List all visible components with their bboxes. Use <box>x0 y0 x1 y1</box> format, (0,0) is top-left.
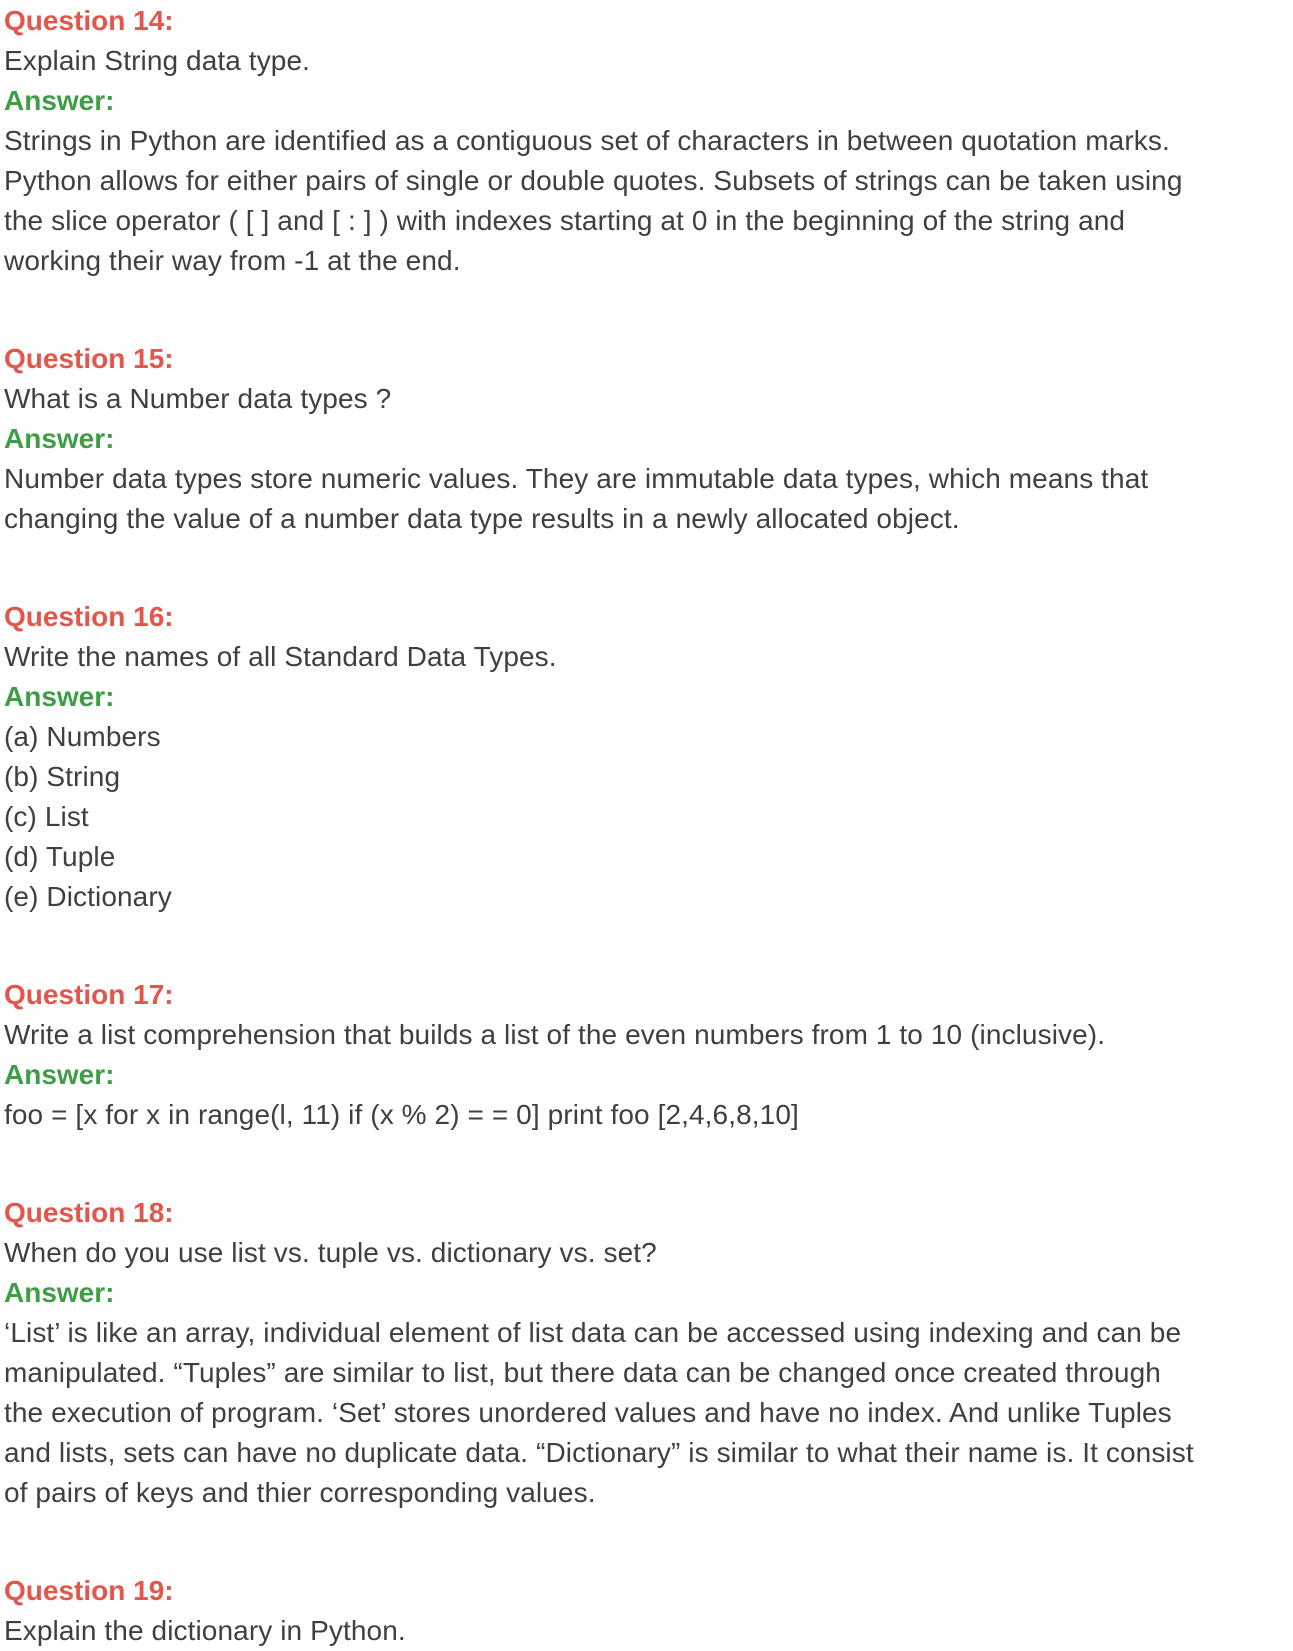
answer-line: Python allows for either pairs of single or double quotes. Subsets of strings can be taken using <box>4 165 1183 196</box>
question-heading: Question 15: <box>4 343 174 374</box>
answer-heading: Answer: <box>4 681 115 712</box>
qa-block-14 <box>4 1 1293 281</box>
qa-block-18 <box>4 1193 1293 1513</box>
answer-line: of pairs of keys and thier corresponding values. <box>4 1477 596 1508</box>
qa-block-15 <box>4 339 1293 539</box>
answer-line: manipulated. “Tuples” are similar to list, but there data can be changed once created through <box>4 1357 1161 1388</box>
answer-line: (d) Tuple <box>4 841 116 872</box>
answer-text <box>4 459 1293 539</box>
question-heading: Question 14: <box>4 5 174 36</box>
answer-text <box>4 1313 1293 1513</box>
question-heading: Question 16: <box>4 601 174 632</box>
question-line: Write the names of all Standard Data Types. <box>4 641 557 672</box>
answer-heading: Answer: <box>4 423 115 454</box>
question-line: What is a Number data types ? <box>4 383 392 414</box>
qa-block-19 <box>4 1571 1293 1651</box>
question-line: When do you use list vs. tuple vs. dictionary vs. set? <box>4 1237 657 1268</box>
answer-line: ‘List’ is like an array, individual element of list data can be accessed using indexing and can be <box>4 1317 1182 1348</box>
question-heading: Question 17: <box>4 979 174 1010</box>
question-text <box>4 637 1293 677</box>
qa-block-17 <box>4 975 1293 1135</box>
answer-heading: Answer: <box>4 1059 115 1090</box>
answer-line: and lists, sets can have no duplicate data. “Dictionary” is similar to what their name is. It consist <box>4 1437 1194 1468</box>
question-text <box>4 41 1293 81</box>
question-text <box>4 379 1293 419</box>
question-line: Explain String data type. <box>4 45 311 76</box>
answer-line: the slice operator ( [ ] and [ : ] ) with indexes starting at 0 in the beginning of the string and <box>4 205 1126 236</box>
answer-text <box>4 121 1293 281</box>
question-line: Write a list comprehension that builds a list of the even numbers from 1 to 10 (inclusive). <box>4 1019 1106 1050</box>
answer-line: (b) String <box>4 761 121 792</box>
question-text <box>4 1611 1293 1651</box>
answer-line: (a) Numbers <box>4 721 161 752</box>
answer-line: the execution of program. ‘Set’ stores unordered values and have no index. And unlike Tuples <box>4 1397 1172 1428</box>
answer-text <box>4 1095 1293 1135</box>
qa-block-16 <box>4 597 1293 917</box>
answer-line: (c) List <box>4 801 89 832</box>
answer-line: foo = [x for x in range(l, 11) if (x % 2) = = 0] print foo [2,4,6,8,10] <box>4 1099 799 1130</box>
answer-heading: Answer: <box>4 1277 115 1308</box>
answer-line: (e) Dictionary <box>4 881 172 912</box>
answer-line: Strings in Python are identified as a contiguous set of characters in between quotation marks. <box>4 125 1170 156</box>
answer-line: working their way from -1 at the end. <box>4 245 461 276</box>
answer-line: changing the value of a number data type results in a newly allocated object. <box>4 503 960 534</box>
question-heading: Question 18: <box>4 1197 174 1228</box>
question-text <box>4 1015 1293 1055</box>
question-text <box>4 1233 1293 1273</box>
answer-text <box>4 717 1293 917</box>
question-line: Explain the dictionary in Python. <box>4 1615 406 1646</box>
answer-line: Number data types store numeric values. They are immutable data types, which means that <box>4 463 1149 494</box>
question-heading: Question 19: <box>4 1575 174 1606</box>
answer-heading: Answer: <box>4 85 115 116</box>
